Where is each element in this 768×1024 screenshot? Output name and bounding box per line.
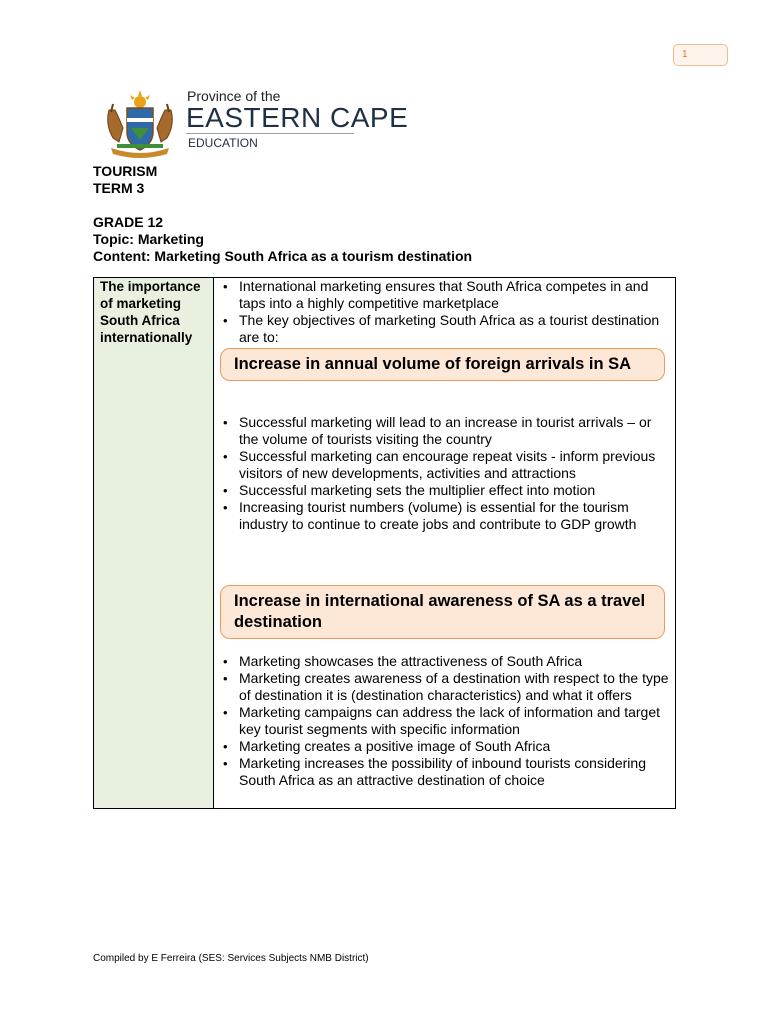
- left-heading: The importance of marketing South Africa internationally: [100, 279, 201, 345]
- list-item: • Successful marketing will lead to an increase in tourist arrivals – or the volume of tourists visiting the country: [215, 414, 669, 448]
- list-item: • Marketing showcases the attractiveness of South Africa: [215, 653, 669, 670]
- left-heading-cell: [94, 278, 214, 808]
- term-label: TERM 3: [93, 180, 145, 196]
- section-heading-arrivals: Increase in annual volume of foreign arrivals in SA: [220, 348, 665, 381]
- list-item: • Marketing increases the possibility of inbound tourists considering South Africa as an attractive destination of choice: [215, 755, 669, 789]
- list-item: • Marketing campaigns can address the lack of information and target key tourist segments with specific information: [215, 704, 669, 738]
- topic-block: [93, 214, 472, 265]
- awareness-list: [215, 653, 669, 789]
- eastern-cape-logo: [97, 88, 409, 160]
- list-item: • International marketing ensures that South Africa competes in and taps into a highly competitive marketplace: [215, 278, 669, 312]
- list-item: • The key objectives of marketing South Africa as a tourist destination are to:: [215, 312, 669, 346]
- section-heading-awareness: Increase in international awareness of SA as a travel destination: [220, 585, 665, 639]
- grade-label: GRADE 12: [93, 214, 164, 230]
- logo-education-text: EDUCATION: [188, 136, 258, 150]
- logo-divider: [186, 133, 354, 134]
- list-item: • Successful marketing can encourage repeat visits - inform previous visitors of new developments, activities and attractions: [215, 448, 669, 482]
- subject-block: [93, 163, 157, 197]
- list-item: • Successful marketing sets the multiplier effect into motion: [215, 482, 669, 499]
- list-item: • Marketing creates awareness of a destination with respect to the type of destination it is (destination characteristics) and what it offers: [215, 670, 669, 704]
- logo-eastern-cape-text: EASTERN CAPE: [186, 102, 409, 133]
- page-number: 1: [682, 49, 688, 60]
- subject-label: TOURISM: [93, 163, 158, 179]
- intro-list: [215, 278, 669, 346]
- coat-of-arms-icon: [97, 88, 183, 158]
- arrivals-list: [215, 414, 669, 533]
- content-label: Content: Marketing South Africa as a tourism destination: [93, 248, 473, 264]
- list-item: • Marketing creates a positive image of South Africa: [215, 738, 669, 755]
- footer-credit: Compiled by E Ferreira (SES: Services Subjects NMB District): [93, 953, 369, 964]
- content-table: [93, 277, 676, 809]
- right-content-cell: [215, 278, 675, 808]
- topic-label: Topic: Marketing: [93, 231, 204, 247]
- page-number-tab: [673, 44, 728, 66]
- list-item: • Increasing tourist numbers (volume) is essential for the tourism industry to continue to create jobs and contribute to GDP growth: [215, 499, 669, 533]
- logo-province-text: Province of the: [187, 88, 281, 104]
